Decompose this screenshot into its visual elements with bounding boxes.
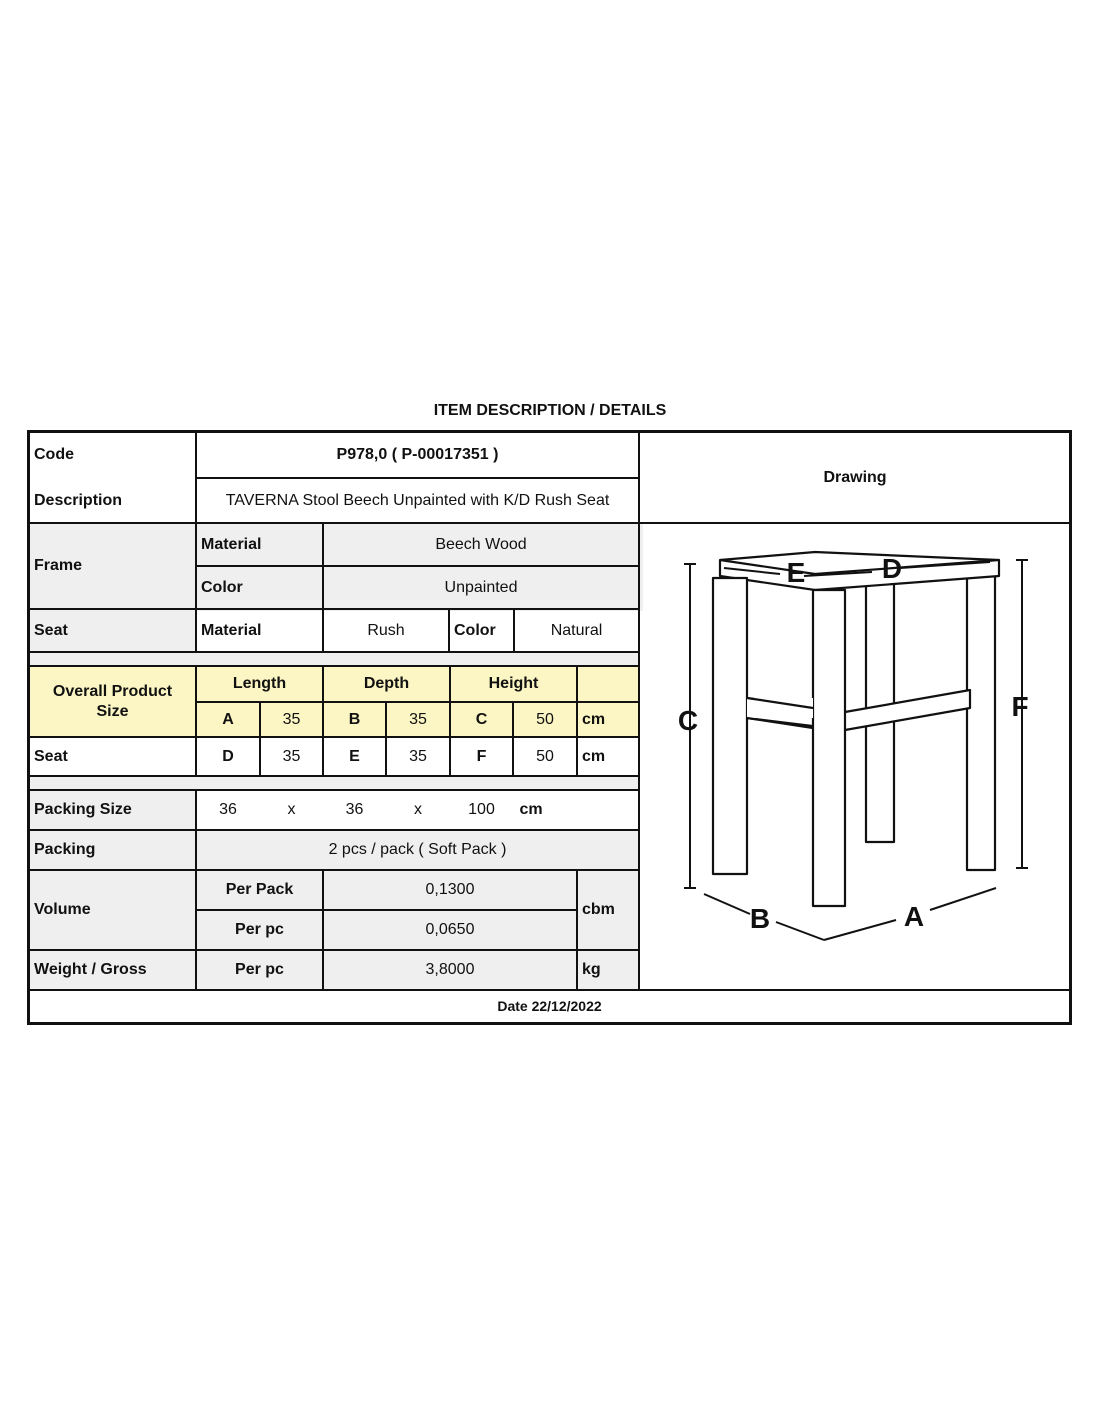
packing-value: 2 pcs / pack ( Soft Pack ) [328,841,507,858]
stool-drawing [640,522,1070,988]
stool-drawing-svg [640,522,1070,988]
front-left-leg [713,578,747,874]
code-value: P978,0 ( P-00017351 ) [336,446,499,463]
description-value: TAVERNA Stool Beech Unpainted with K/D Rush Seat [225,491,610,509]
seat-spec-label: Seat [34,621,68,639]
height-header: Height [488,675,539,692]
back-far-leg [967,574,995,870]
dim-f-label: F [476,747,487,765]
dim-d-label: D [222,747,234,765]
dim-line-a-2 [930,888,996,910]
weight-value: 3,8000 [425,961,475,978]
packing-size-unit: cm [519,801,543,818]
drawing-letter-a: A [903,901,925,932]
volume-per-pc-label: Per pc [235,921,284,938]
page-title: ITEM DESCRIPTION / DETAILS [433,402,667,419]
dim-c-value: 50 [536,710,554,728]
dim-a-label: A [222,710,234,728]
packing-height: 100 [468,801,495,818]
volume-per-pack-value: 0,1300 [425,881,475,898]
overall-size-label: Overall Product Size [52,682,173,720]
frame-material-value: Beech Wood [435,535,527,553]
packing-length: 36 [219,801,237,818]
volume-label: Volume [34,901,91,918]
dim-b-value: 35 [409,710,427,728]
seat-material-label: Material [201,621,262,639]
dim-b-label: B [348,710,361,728]
weight-label: Weight / Gross [34,961,147,978]
frame-label: Frame [34,557,83,574]
drawing-label: Drawing [823,468,887,486]
weight-per-pc-label: Per pc [235,961,284,978]
dim-a-value: 35 [282,710,301,728]
code-label: Code [34,446,74,463]
drawing-letter-c: C [677,705,699,736]
dim-c-label: C [475,710,488,728]
frame-color-value: Unpainted [444,578,518,596]
dim-f-value: 50 [536,747,554,765]
seat-color-label: Color [454,621,496,639]
packing-x-1: x [287,801,296,818]
seat-color-value: Natural [550,621,603,639]
dim-d-value: 35 [282,747,301,765]
seat-size-label: Seat [34,747,68,765]
dim-line-b-1 [704,894,750,914]
dim-e-label: E [349,747,360,765]
weight-unit: kg [582,961,601,978]
frame-material-label: Material [201,535,262,553]
date-footer: Date 22/12/2022 [497,998,602,1015]
volume-unit: cbm [582,901,615,918]
drawing-letter-f: F [1011,691,1029,722]
depth-header: Depth [363,675,410,692]
packing-x-2: x [414,801,422,818]
frame-color-label: Color [201,578,243,596]
seat-size-unit: cm [582,747,606,765]
overall-size-unit: cm [582,710,606,728]
volume-per-pack-label: Per Pack [225,881,294,898]
dim-line-a-1 [824,920,896,940]
length-header: Length [232,675,287,692]
dim-line-b-2 [776,922,824,940]
drawing-letter-b: B [749,903,771,934]
packing-size-label: Packing Size [34,801,132,818]
packing-label: Packing [34,841,96,858]
volume-per-pc-value: 0,0650 [425,921,475,938]
seat-material-value: Rush [367,621,405,639]
description-label: Description [34,491,123,509]
drawing-letter-e: E [786,557,806,588]
packing-width: 36 [345,801,364,818]
dim-e-value: 35 [409,747,427,765]
front-right-leg [813,590,845,906]
drawing-letter-d: D [881,553,903,584]
